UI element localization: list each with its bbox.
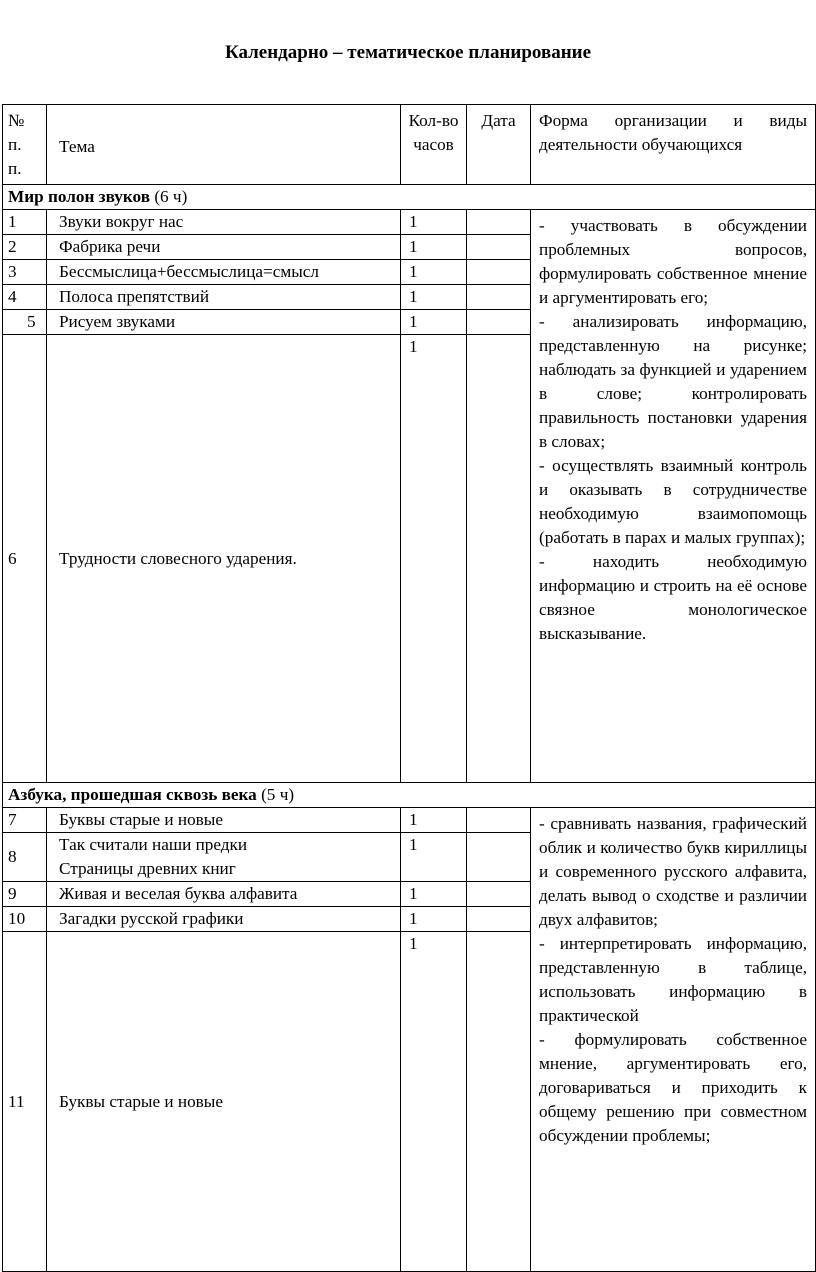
planning-table (2, 104, 816, 1272)
row-topic: Буквы старые и новые (47, 808, 401, 833)
activities-cell: - участвовать в обсуждении проблемных вопросов, формулировать собственное мнение и аргументировать его; - анализировать информацию, представленную на рисунке; наблюдать за функцией и ударением в слове; контролировать правильность постановки ударения в словах; - осуществлять взаимный контроль и оказывать в сотрудничестве необходимую взаимопомощь (работать в парах и малых группах); - находить необходимую информацию и строить на её основе связное монологическое высказывание. (531, 210, 816, 783)
row-date (467, 808, 531, 833)
row-num: 2 (3, 235, 47, 260)
row-date (467, 907, 531, 932)
row-hours: 1 (401, 260, 467, 285)
row-num: 10 (3, 907, 47, 932)
row-hours: 1 (401, 310, 467, 335)
row-date (467, 260, 531, 285)
row-hours: 1 (401, 808, 467, 833)
section-name: Мир полон звуков (8, 187, 151, 206)
section-title (3, 783, 816, 808)
row-topic: Загадки русской графики (47, 907, 401, 932)
table-row (3, 808, 816, 833)
row-num: 5 (3, 310, 47, 335)
row-hours: 1 (401, 882, 467, 907)
row-num: 6 (3, 335, 47, 783)
row-num: 11 (3, 932, 47, 1272)
section-row (3, 185, 816, 210)
header-hours: Кол-во часов (401, 105, 467, 185)
row-hours: 1 (401, 235, 467, 260)
row-num: 7 (3, 808, 47, 833)
row-num: 3 (3, 260, 47, 285)
row-hours: 1 (401, 907, 467, 932)
row-date (467, 932, 531, 1272)
row-num: 1 (3, 210, 47, 235)
header-activities: Форма организации и виды деятельности обучающихся (531, 105, 816, 185)
section-title (3, 185, 816, 210)
header-date: Дата (467, 105, 531, 185)
row-hours: 1 (401, 833, 467, 882)
header-num: № п. п. (3, 105, 47, 185)
row-num: 9 (3, 882, 47, 907)
row-topic: Так считали наши предки Страницы древних книг (47, 833, 401, 882)
section-hours: (6 ч) (154, 187, 188, 206)
section-name: Азбука, прошедшая сквозь века (8, 785, 257, 804)
row-date (467, 310, 531, 335)
row-topic: Фабрика речи (47, 235, 401, 260)
row-date (467, 210, 531, 235)
header-topic: Тема (47, 105, 401, 185)
row-date (467, 882, 531, 907)
row-date (467, 833, 531, 882)
row-hours: 1 (401, 335, 467, 783)
row-num: 8 (3, 833, 47, 882)
table-header-row (3, 105, 816, 185)
row-hours: 1 (401, 932, 467, 1272)
section-row (3, 783, 816, 808)
row-hours: 1 (401, 285, 467, 310)
row-num: 4 (3, 285, 47, 310)
row-topic: Рисуем звуками (47, 310, 401, 335)
row-topic: Звуки вокруг нас (47, 210, 401, 235)
row-hours: 1 (401, 210, 467, 235)
row-topic: Полоса препятствий (47, 285, 401, 310)
row-date (467, 285, 531, 310)
row-topic: Буквы старые и новые (47, 932, 401, 1272)
row-date (467, 235, 531, 260)
section-hours: (5 ч) (261, 785, 295, 804)
table-row (3, 210, 816, 235)
activities-cell: - сравнивать названия, графический облик и количество букв кириллицы и современного русского алфавита, делать вывод о сходстве и различии двух алфавитов; - интерпретировать информацию, представленную в таблице, использовать информацию в практической - формулировать собственное мнение, аргументировать его, договариваться и приходить к общему решению при совместном обсуждении проблемы; (531, 808, 816, 1272)
row-topic: Трудности словесного ударения. (47, 335, 401, 783)
page-title: Календарно – тематическое планирование (224, 42, 592, 63)
row-topic: Живая и веселая буква алфавита (47, 882, 401, 907)
row-date (467, 335, 531, 783)
row-topic: Бессмыслица+бессмыслица=смысл (47, 260, 401, 285)
